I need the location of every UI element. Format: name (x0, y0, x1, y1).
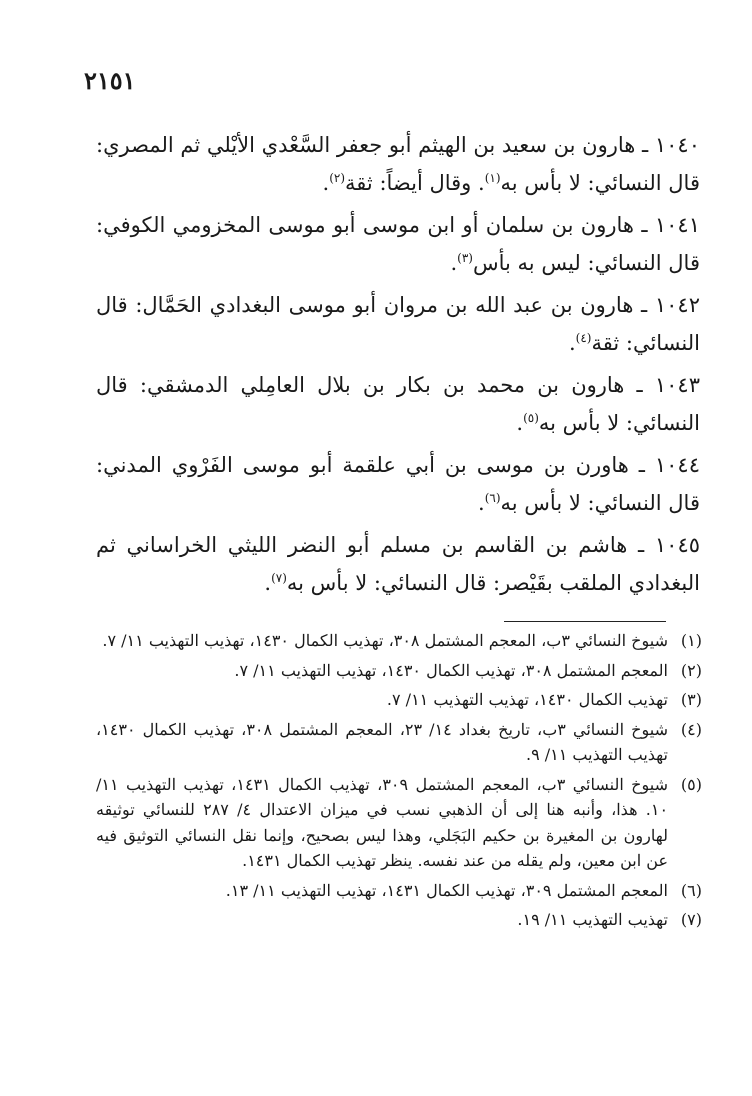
footnote-text: تهذيب الكمال ١٤٣٠، تهذيب التهذيب ١١/ ٧. (386, 690, 668, 709)
entry-end: . (516, 411, 524, 435)
footnote-ref: (٢) (329, 171, 346, 185)
entry-text: هارون بن عبد الله بن مروان أبو موسى البغدادي الحَمَّال: قال النسائي: ثقة (96, 293, 700, 355)
entry-number: ١٠٤١ (654, 213, 700, 237)
footnote-2 (96, 658, 702, 684)
footnote-number: (٤) (680, 719, 702, 739)
entry-number: ١٠٤٣ (654, 373, 700, 397)
entry-end: . (478, 491, 485, 515)
entry-text: هارون بن سعيد بن الهيثم أبو جعفر السَّعْدي الأيْلي ثم المصري: قال النسائي: لا بأس به (96, 133, 700, 195)
footnote-number: (٧) (680, 910, 702, 929)
page-number: ٢١٥١ (84, 66, 136, 95)
footnote-5 (96, 772, 702, 874)
footnote-ref: (٣) (457, 251, 473, 265)
entry-1041 (96, 206, 700, 282)
entry-end: . (264, 571, 272, 595)
footnote-ref: (١) (484, 171, 501, 185)
entry-number: ١٠٤٤ (654, 453, 700, 477)
entry-dash: ـ (628, 453, 645, 477)
entry-text: هارون بن سلمان أو ابن موسى أبو موسى المخزومي الكوفي: قال النسائي: ليس به بأس (96, 213, 700, 275)
footnote-text: شيوخ النسائي ٣ب، تاريخ بغداد ١٤/ ٢٣، المعجم المشتمل ٣٠٨، تهذيب الكمال ١٤٣٠، تهذيب التهذيب ١١/ ٩. (96, 719, 668, 764)
entry-text-continued: . وقال أيضاً: ثقة (345, 171, 485, 195)
footnote-4 (96, 717, 702, 768)
entry-dash: ـ (633, 293, 648, 317)
entry-text: هاورن بن موسى بن أبي علقمة أبو موسى الفَرْوي المدني: قال النسائي: لا بأس به (96, 453, 700, 515)
entry-text: هارون بن محمد بن بكار بن بلال العامِلي الدمشقي: قال النسائي: لا بأس به (96, 373, 700, 435)
entry-1045 (96, 526, 700, 602)
entry-1040 (96, 126, 700, 202)
entry-dash: ـ (624, 373, 643, 397)
footnote-ref: (٥) (523, 411, 539, 425)
entries-list (96, 126, 700, 606)
footnote-number: (٢) (680, 660, 702, 680)
footnote-separator (504, 621, 666, 622)
entry-text: هاشم بن القاسم بن مسلم أبو النضر الليثي الخراساني ثم البغدادي الملقب بقَيْصر: قال النسائي: لا بأس به (96, 533, 700, 595)
footnote-ref: (٤) (575, 331, 592, 345)
entry-number: ١٠٤٥ (654, 533, 701, 557)
footnote-text: شيوخ النسائي ٣ب، المعجم المشتمل ٣٠٩، تهذيب الكمال ١٤٣١، تهذيب التهذيب ١١/ ١٠. هذا، وأنبه هنا إلى أن الذهبي نسب في ميزان الاعتدال ٤/ ٢٨٧ للنسائي توثيقه لهارون بن المغيرة بن حكيم البَجَلي، وهذا ليس بصحيح، وإنما نقل النسائي التوثيق فيه عن ابن معين، ولم يقله من عند نفسه. ينظر تهذيب الكمال ١٤٣١. (96, 774, 669, 870)
entry-1044 (96, 446, 700, 522)
footnote-3 (96, 687, 702, 713)
footnote-6 (96, 878, 702, 904)
footnote-number: (٣) (680, 690, 702, 709)
entry-number: ١٠٤٢ (654, 293, 700, 317)
footnote-number: (٦) (680, 880, 702, 900)
entry-1042 (96, 286, 700, 362)
footnote-text: المعجم المشتمل ٣٠٩، تهذيب الكمال ١٤٣١، تهذيب التهذيب ١١/ ١٣. (225, 880, 668, 900)
footnotes-list (96, 628, 702, 937)
entry-dash: ـ (627, 533, 645, 557)
entry-end: . (450, 251, 458, 275)
footnote-ref: (٦) (484, 491, 501, 505)
entry-dash: ـ (633, 213, 648, 237)
entry-end: . (322, 171, 330, 195)
entry-dash: ـ (635, 133, 649, 157)
footnote-7 (96, 907, 702, 933)
footnote-number: (١) (680, 631, 702, 650)
footnote-ref: (٧) (271, 571, 287, 585)
entry-1043 (96, 366, 700, 442)
entry-end: . (568, 331, 576, 355)
entry-number: ١٠٤٠ (654, 133, 700, 157)
footnote-text: المعجم المشتمل ٣٠٨، تهذيب الكمال ١٤٣٠، تهذيب التهذيب ١١/ ٧. (234, 660, 668, 680)
footnote-text: شيوخ النسائي ٣ب، المعجم المشتمل ٣٠٨، تهذيب الكمال ١٤٣٠، تهذيب التهذيب ١١/ ٧. (102, 631, 668, 650)
footnote-number: (٥) (680, 774, 702, 794)
footnote-1 (96, 628, 702, 654)
footnote-text: تهذيب التهذيب ١١/ ١٩. (517, 910, 668, 929)
